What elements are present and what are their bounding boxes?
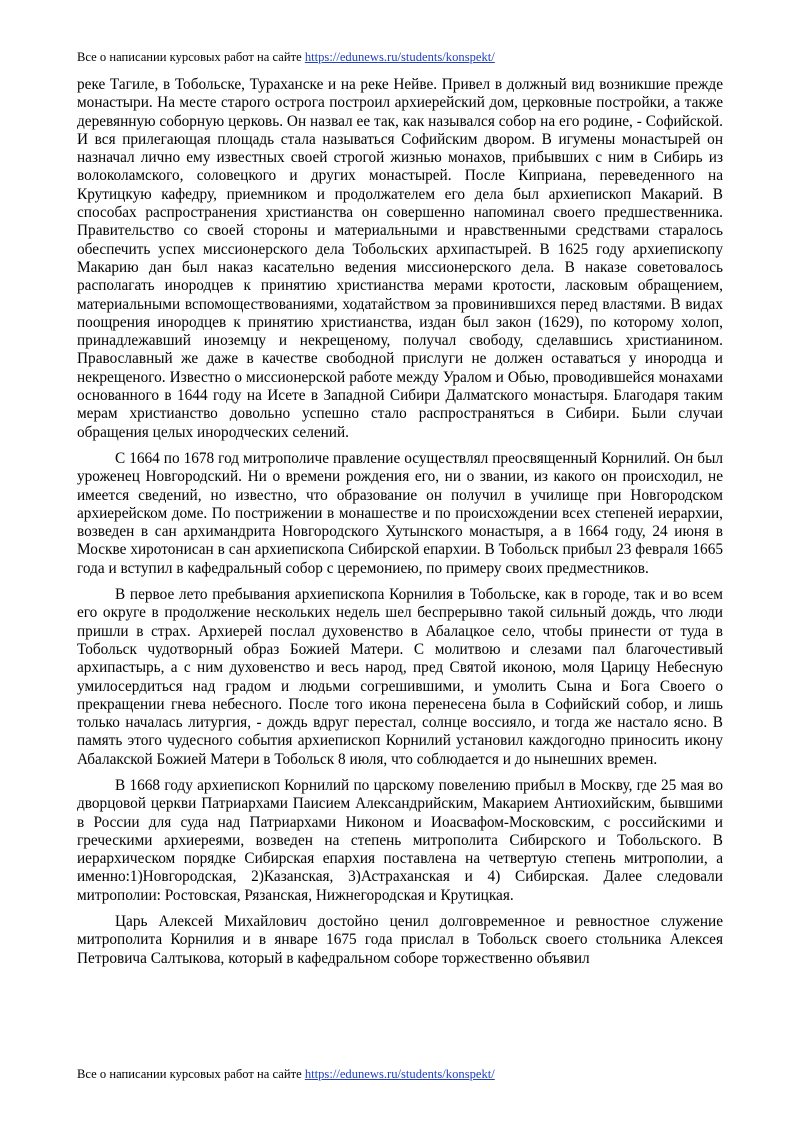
footer-link[interactable]: https://edunews.ru/students/konspekt/ bbox=[304, 1067, 495, 1081]
paragraph-3: В первое лето пребывания архиепископа Корнилия в Тобольске, как в городе, так и во всем его округе в продолжение нескольких недель шел беспрерывно такой сильный дождь, что люди пришли в страх. Архиерей послал духовенство в Абалацкое село, чтобы принести от туда в Тобольск чудотворный образ Божией Матери. С молитвою и слезами пал благочестивый архипастырь, а с ним духовенство и весь народ, пред Святой иконою, моля Царицу Небесную умилосердиться над градом и людьми согрешившими, и умолить Сына и Бога Своего о прекращении гнева небесного. После того икона перенесена была в Софийский собор, и лишь только началась литургия, - дождь вдруг перестал, солнце воссияло, и тогда же настало ясно. В память этого чудесного события архиепископ Корнилий установил каждогодно приносить икону Абалакской Божией Матери в Тобольск 8 июля, что соблюдается и до нынешних времен. bbox=[77, 586, 723, 768]
footer-text: Все о написании курсовых работ на сайте bbox=[77, 1067, 305, 1081]
header-text: Все о написании курсовых работ на сайте bbox=[77, 50, 305, 64]
paragraph-2: С 1664 по 1678 год митрополиче правление осуществлял преосвященный Корнилий. Он был уроженец Новгородский. Ни о времени рождения его, ни о звании, из какого он происходил, не имеется сведений, но известно, что образование он получил в училище при Новгородском архиерейском доме. По пострижении в монашестве и по происхождении всех степеней иерархии, возведен в сан архимандрита Новгородского Хутынского монастыря, а в 1664 году, 24 июня в Москве хиротонисан в сан архиепископа Сибирской епархии. В Тобольск прибыл 23 февраля 1665 года и вступил в кафедральный собор с церемониею, по примеру своих предместников. bbox=[77, 449, 723, 577]
paragraph-4: В 1668 году архиепископ Корнилий по царскому повелению прибыл в Москву, где 25 мая во дворцовой церкви Патриархами Паисием Александрийским, Макарием Антиохийским, бывшими в России для суда над Патриархами Никоном и Иоасвафом-Московским, с российскими и греческими архиереями, возведен на степень митрополита Сибирского и Тобольского. В иерархическом порядке Сибирская епархия поставлена на четвертую степень митрополии, а именно:1)Новгородская, 2)Казанская, 3)Астраханская и 4) Сибирская. Далее следовали митрополии: Ростовская, Рязанская, Нижнегородская и Крутицкая. bbox=[77, 776, 723, 904]
document-body bbox=[77, 76, 723, 968]
page-header bbox=[77, 50, 727, 65]
paragraph-5: Царь Алексей Михайлович достойно ценил долговременное и ревностное служение митрополита Корнилия и в январе 1675 года прислал в Тобольск своего стольника Алексея Петровича Салтыкова, который в кафедральном соборе торжественно объявил bbox=[77, 913, 723, 967]
page-footer bbox=[77, 1067, 727, 1082]
paragraph-1: реке Тагиле, в Тобольске, Тураханске и на реке Нейве. Привел в должный вид возникшие прежде монастыри. На месте старого острога построил архиерейский дом, церковные постройки, а также деревянную соборную церковь. Он назвал ее так, как назывался собор на его родине, - Софийской. И вся прилегающая площадь стала называться Софийским двором. В игумены монастырей он назначал лично ему известных своей строгой жизнью монахов, прибывших с ним в Сибирь из волоколамского, соловецкого и других монастырей. После Киприана, переведенного на Крутицкую кафедру, приемником и продолжателем его дела был архиепископ Макарий. В способах распространения христианства он совершенно напоминал своего предшественника. Правительство со своей стороны и материальными и нравственными средствами старалось обеспечить успех миссионерского дела Тобольских архипастырей. В 1625 году архиепископу Макарию дан был наказ касательно ведения миссионерского дела. В наказе советовалось располагать инородцев к принятию христианства мерами кротости, ласковым обращением, материальными вспомоществованиями, ходатайством за провинившихся перед властями. В видах поощрения инородцев к принятию христианства, издан был закон (1629), по которому холоп, принадлежавший иноземцу и некрещеному, получал свободу, сделавшись христианином. Православный же даже в качестве свободной прислуги не должен оставаться у инородца и некрещеного. Известно о миссионерской работе между Уралом и Обью, проводившейся монахами основанного в 1644 году на Исете в Западной Сибири Далматского монастыря. Благодаря таким мерам христианство довольно успешно стало распространяться в Сибири. Были случаи обращения целых инородческих селений. bbox=[77, 76, 723, 441]
header-link[interactable]: https://edunews.ru/students/konspekt/ bbox=[304, 50, 495, 64]
